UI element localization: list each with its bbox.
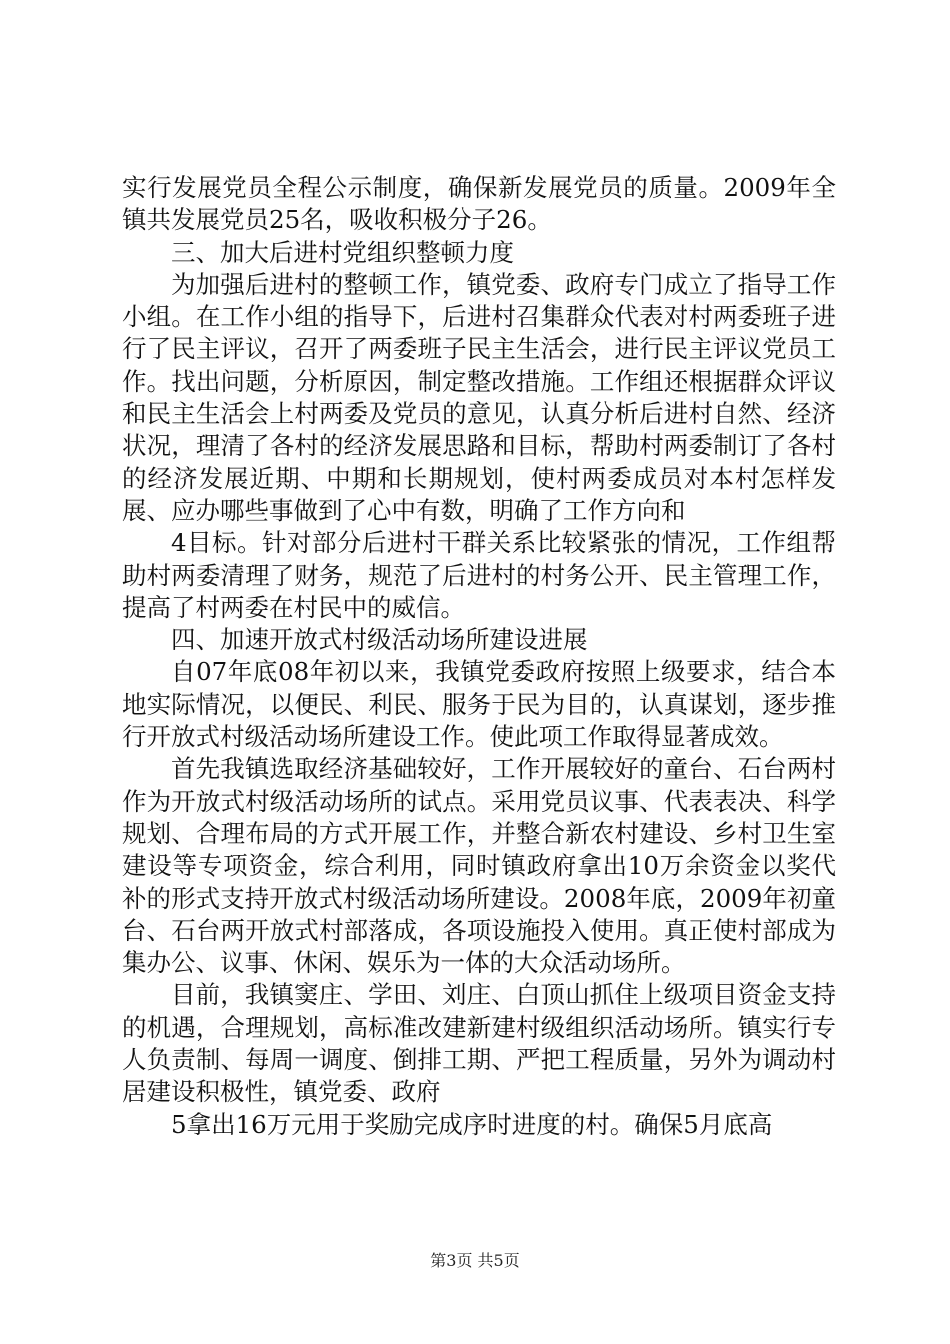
paragraph: 4目标。针对部分后进村干群关系比较紧张的情况，工作组帮助村两委清理了财务，规范了后进村的村务公开、民主管理工作，提高了村两委在村民中的威信。	[122, 528, 836, 622]
paragraph: 三、加大后进村党组织整顿力度	[171, 237, 514, 267]
paragraph: 为加强后进村的整顿工作，镇党委、政府专门成立了指导工作小组。在工作小组的指导下，后进村召集群众代表对村两委班子进行了民主评议，召开了两委班子民主生活会，进行民主评议党员工作。找出问题，分析原因，制定整改措施。工作组还根据群众评议和民主生活会上村两委及党员的意见，认真分析后进村自然、经济状况，理清了各村的经济发展思路和目标，帮助村两委制订了各村的经济发展近期、中期和长期规划，使村两委成员对本村怎样发展、应办哪些事做到了心中有数，明确了工作方向和	[122, 269, 836, 525]
paragraph: 首先我镇选取经济基础较好，工作开展较好的童台、石台两村作为开放式村级活动场所的试点。采用党员议事、代表表决、科学规划、合理布局的方式开展工作，并整合新农村建设、乡村卫生室建设等专项资金，综合利用，同时镇政府拿出10万余资金以奖代补的形式支持开放式村级活动场所建设。2008年底，2009年初童台、石台两开放式村部落成，各项设施投入使用。真正使村部成为集办公、议事、休闲、娱乐为一体的大众活动场所。	[122, 754, 836, 978]
page-footer: 第3页 共5页	[430, 1251, 520, 1270]
paragraph: 自07年底08年初以来，我镇党委政府按照上级要求，结合本地实际情况，以便民、利民、服务于民为目的，认真谋划，逐步推行开放式村级活动场所建设工作。使此项工作取得显著成效。	[122, 657, 836, 752]
paragraph: 四、加速开放式村级活动场所建设进展	[171, 625, 588, 655]
paragraph: 实行发展党员全程公示制度，确保新发展党员的质量。2009年全镇共发展党员25名，吸收积极分子26。	[122, 173, 836, 235]
paragraph: 5拿出16万元用于奖励完成序时进度的村。确保5月底高	[171, 1109, 773, 1139]
paragraph: 目前，我镇窦庄、学田、刘庄、白顶山抓住上级项目资金支持的机遇，合理规划，高标准改建新建村级组织活动场所。镇实行专人负责制、每周一调度、倒排工期、严把工程质量，另外为调动村居建设积极性，镇党委、政府	[122, 980, 836, 1107]
document-body	[122, 172, 836, 1141]
